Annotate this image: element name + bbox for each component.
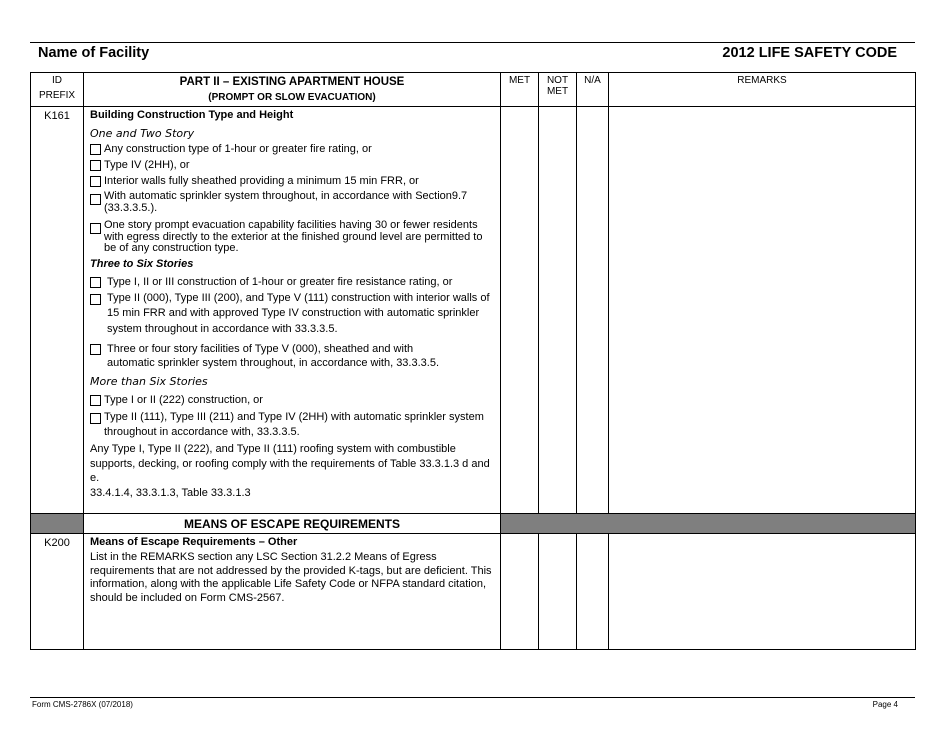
facility-name-label: Name of Facility: [38, 45, 150, 61]
checkbox-item[interactable]: Type II (000), Type III (200), and Type V (111) construction with interior walls of 15 min FRR and with approved Type IV construction with automatic sprinkler system throughout in accordance with 33.3.3.5.: [90, 293, 496, 338]
k161-references: 33.4.1.4, 33.3.1.3, Table 33.3.1.3: [90, 486, 251, 499]
footer-rule: [30, 697, 915, 698]
section-title: MEANS OF ESCAPE REQUIREMENTS: [84, 514, 501, 534]
k161-content: [84, 107, 501, 514]
checkbox[interactable]: [90, 277, 101, 288]
checkbox[interactable]: [90, 294, 101, 305]
section-id-shaded: [31, 514, 84, 534]
checkbox[interactable]: [90, 194, 101, 205]
checkbox[interactable]: [90, 176, 101, 187]
checkbox-item[interactable]: Any construction type of 1-hour or greater fire rating, or: [90, 143, 496, 155]
k161-remarks-cell[interactable]: [609, 107, 916, 514]
not-met-header: NOT MET: [539, 73, 577, 107]
category-more-than-six-stories: More than Six Stories: [90, 375, 208, 388]
met-header: MET: [501, 73, 539, 107]
checkbox-item[interactable]: With automatic sprinkler system throughout, in accordance with Section9.7 (33.3.3.5.).: [90, 191, 496, 214]
section-shaded-bar: [501, 514, 916, 534]
checkbox-item[interactable]: Type II (111), Type III (211) and Type IV (2HH) with automatic sprinkler system throughout in accordance with, 33.3.3.5.: [90, 412, 496, 440]
k200-met-cell[interactable]: [501, 534, 539, 650]
k200-title: Means of Escape Requirements – Other: [90, 536, 298, 548]
checkbox[interactable]: [90, 223, 101, 234]
checkbox-item[interactable]: One story prompt evacuation capability facilities having 30 or fewer residents with egress directly to the exterior at the finished ground level are permitted to be of any construction type.: [90, 220, 496, 255]
k200-remarks-cell[interactable]: [609, 534, 916, 650]
checkbox-item[interactable]: Three or four story facilities of Type V (000), sheathed and with automatic sprinkler system throughout, in accordance with, 33.3.3.5.: [90, 343, 496, 370]
k161-na-cell[interactable]: [577, 107, 609, 514]
header-top-rule: [30, 42, 915, 43]
checkbox[interactable]: [90, 160, 101, 171]
k200-text: List in the REMARKS section any LSC Section 31.2.2 Means of Egress requirements that are not addressed by the provided K-tags, but are deficient. This information, along with the applicable Life Safety Code or NFPA standard citation, should be included on Form CMS-2567.: [90, 551, 492, 604]
checkbox-item[interactable]: Type IV (2HH), or: [90, 159, 496, 171]
checklist-table: [30, 72, 916, 650]
checkbox[interactable]: [90, 413, 101, 424]
table-header-row: [31, 73, 916, 107]
checkbox[interactable]: [90, 344, 101, 355]
code-title: 2012 LIFE SAFETY CODE: [722, 45, 897, 61]
form-id: Form CMS-2786X (07/2018): [32, 700, 133, 709]
category-one-two-story: One and Two Story: [90, 127, 195, 140]
remarks-header: REMARKS: [609, 73, 916, 107]
checkbox-item[interactable]: Type I, II or III construction of 1-hour or greater fire resistance rating, or: [90, 276, 496, 288]
checkbox-item[interactable]: Interior walls fully sheathed providing a minimum 15 min FRR, or: [90, 175, 496, 187]
k161-not-met-cell[interactable]: [539, 107, 577, 514]
k161-id: K161: [31, 107, 84, 514]
k200-not-met-cell[interactable]: [539, 534, 577, 650]
k161-met-cell[interactable]: [501, 107, 539, 514]
k200-content: [84, 534, 501, 650]
section-row-means-of-escape: [31, 514, 916, 534]
category-three-to-six-stories: Three to Six Stories: [90, 257, 194, 270]
checkbox[interactable]: [90, 395, 101, 406]
k200-id: K200: [31, 534, 84, 650]
k161-row: [31, 107, 916, 514]
k200-na-cell[interactable]: [577, 534, 609, 650]
part-title-header: PART II – EXISTING APARTMENT HOUSE (PROMPT OR SLOW EVACUATION): [84, 73, 501, 107]
na-header: N/A: [577, 73, 609, 107]
k161-note: Any Type I, Type II (222), and Type II (111) roofing system with combustible supports, decking, or roofing comply with the requirements of Table 33.3.1.3 d and e.: [90, 443, 490, 484]
id-prefix-header: ID PREFIX: [31, 73, 84, 107]
checkbox[interactable]: [90, 144, 101, 155]
checkbox-item[interactable]: Type I or II (222) construction, or: [90, 394, 496, 406]
k200-row: [31, 534, 916, 650]
k161-title: Building Construction Type and Height: [90, 109, 294, 121]
page-number: Page 4: [872, 700, 898, 709]
